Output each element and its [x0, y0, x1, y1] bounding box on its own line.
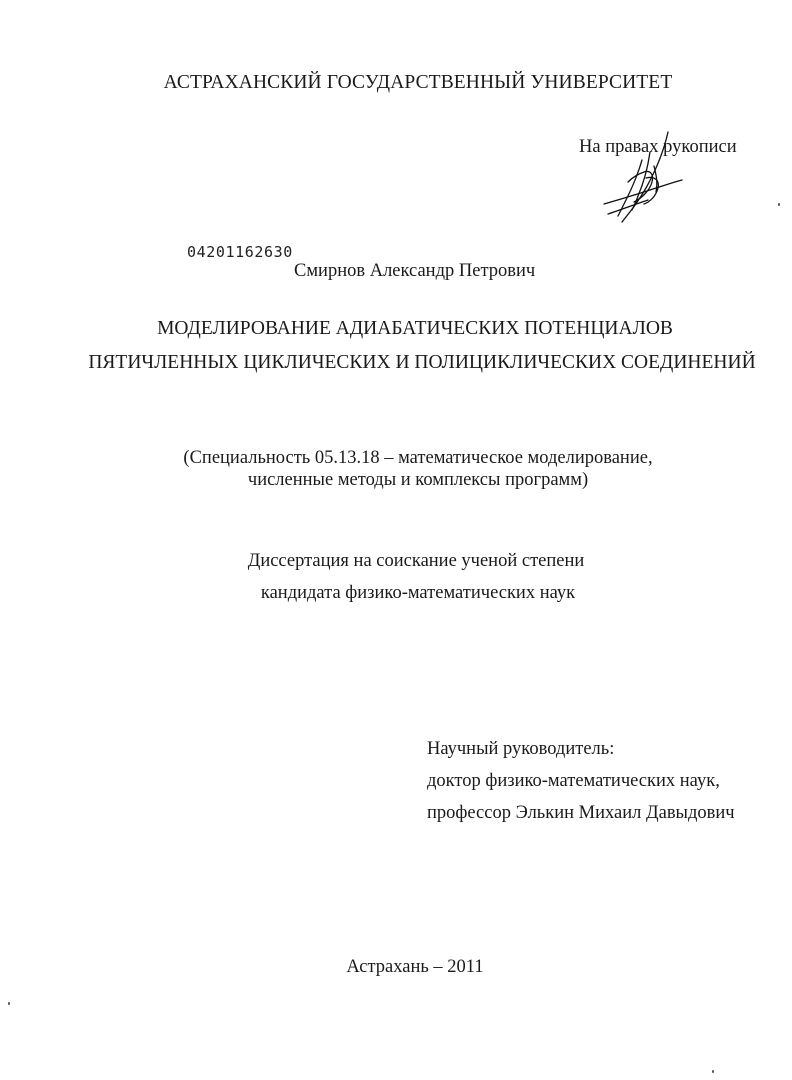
- place-and-year: Астрахань – 2011: [346, 957, 484, 977]
- advisor-label: Научный руководитель:: [427, 739, 615, 759]
- degree-statement-line-1: Диссертация на соискание ученой степени: [247, 551, 585, 571]
- degree-statement-line-2: кандидата физико-математических наук: [260, 583, 576, 603]
- scan-speck: [778, 203, 780, 206]
- specialty-line-1: (Специальность 05.13.18 – математическое моделирование,: [183, 448, 653, 468]
- dissertation-title-line-1: МОДЕЛИРОВАНИЕ АДИАБАТИЧЕСКИХ ПОТЕНЦИАЛОВ: [157, 318, 673, 339]
- dissertation-title-line-2: ПЯТИЧЛЕННЫХ ЦИКЛИЧЕСКИХ И ПОЛИЦИКЛИЧЕСКИХ СОЕДИНЕНИЙ: [88, 352, 756, 373]
- specialty-line-2: численные методы и комплексы программ): [247, 470, 589, 490]
- university-name: АСТРАХАНСКИЙ ГОСУДАРСТВЕННЫЙ УНИВЕРСИТЕТ: [163, 72, 673, 93]
- advisor-name: профессор Элькин Михаил Давыдович: [427, 803, 735, 823]
- catalog-number: 04201162630: [187, 243, 293, 261]
- scan-speck: [712, 1070, 714, 1073]
- manuscript-rights-note: На правах рукописи: [579, 137, 737, 157]
- signature-icon: [598, 130, 688, 225]
- advisor-degree: доктор физико-математических наук,: [427, 771, 720, 791]
- scan-speck: [8, 1002, 10, 1005]
- author-name: Смирнов Александр Петрович: [294, 261, 536, 281]
